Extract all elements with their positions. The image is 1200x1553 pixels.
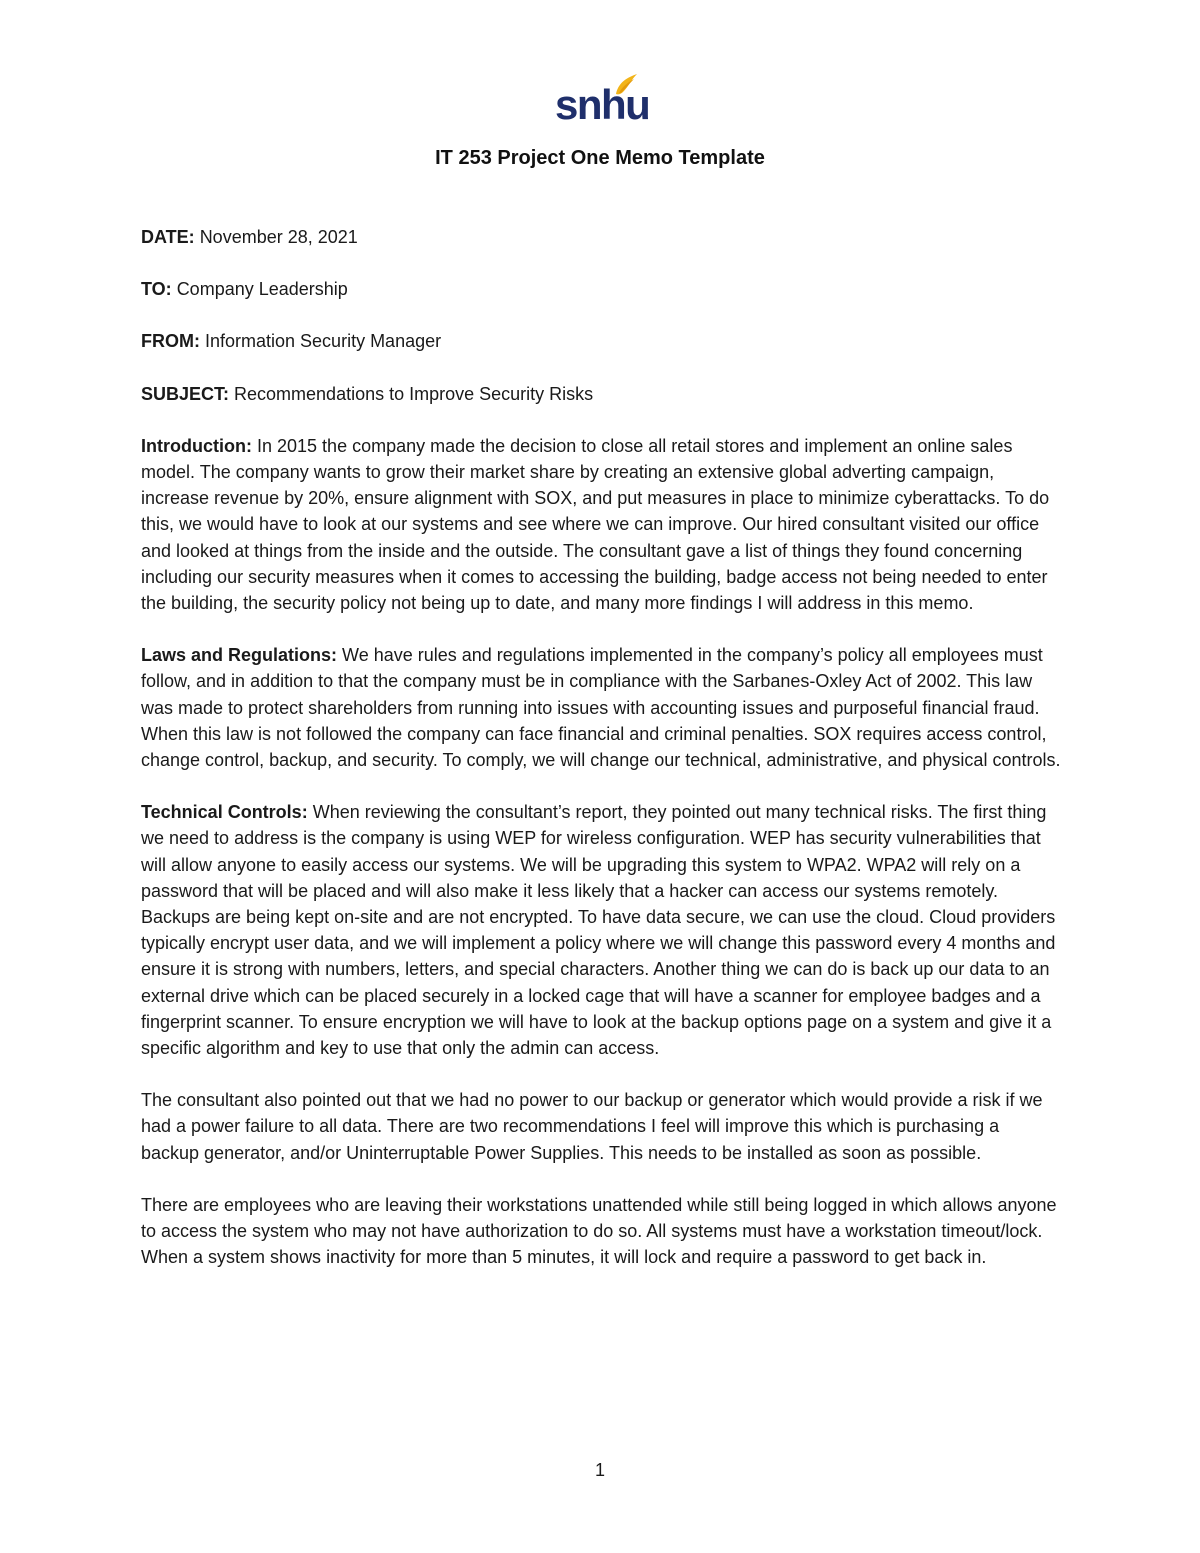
from-field [141,328,1061,354]
date-value: November 28, 2021 [199,227,358,247]
subject-label: SUBJECT: [141,383,230,404]
to-field [141,276,1061,302]
snhu-logo [555,72,650,132]
introduction-paragraph [141,433,1061,616]
technical-controls-text: When reviewing the consultant’s report, they pointed out many technical risks. The first thing we need to address is the company is using WEP for wireless configuration. WEP has security vulnerabilities that will allow anyone to easily access our systems. We will be upgrading this system to WPA2. WPA2 will rely on a password that will be placed and will also make it less likely that a hacker can access our systems remotely. Backups are being kept on-site and are not encrypted. To have data secure, we can use the cloud. Cloud providers typically encrypt user data, and we will implement a policy where we will change this password every 4 months and ensure it is strong with numbers, letters, and special characters. Another thing we can do is back up our data to an external drive which can be placed securely in a locked cage that will have a scanner for employee badges and a fingerprint scanner. To ensure encryption we will have to look at the backup options page on a system and give it a specific algorithm and key to use that only the admin can access. [141,802,1056,1059]
workstation-paragraph [141,1192,1061,1271]
date-field [141,224,1061,250]
subject-value: Recommendations to Improve Security Risks [234,383,594,404]
from-label: FROM: [141,331,200,352]
laws-paragraph [141,642,1061,773]
logo-text: snhu [555,81,650,128]
workstation-text: There are employees who are leaving their workstations unattended while still being logged in which allows anyone to access the system who may not have authorization to do so. All systems must have a workstation timeout/lock. When a system shows inactivity for more than 5 minutes, it will lock and require a password to get back in. [141,1194,1057,1268]
laws-label: Laws and Regulations: [141,645,338,666]
laws-text: We have rules and regulations implemented in the company’s policy all employees must follow, and in addition to that the company must be in compliance with the Sarbanes-Oxley Act of 2002. This law was made to protect shareholders from running into issues with accounting issues and purposeful financial fraud. When this law is not followed the company can face financial and criminal penalties. SOX requires access control, change control, backup, and security. To comply, we will change our technical, administrative, and physical controls. [141,645,1061,771]
to-label: TO: [141,279,172,300]
to-value: Company Leadership [176,279,348,300]
memo-body [141,224,1061,1297]
power-paragraph [141,1087,1061,1166]
technical-controls-label: Technical Controls: [141,802,308,823]
introduction-text: In 2015 the company made the decision to close all retail stores and implement an online sales model. The company wants to grow their market share by creating an extensive global adverting campaign, increase revenue by 20%, ensure alignment with SOX, and put measures in place to minimize cyberattacks. To do this, we would have to look at our systems and see where we can improve. Our hired consultant visited our office and looked at things from the inside and the outside. The consultant gave a list of things they found concerning including our security measures when it comes to accessing the building, badge access not being needed to enter the building, the security policy not being up to date, and many more findings I will address in this memo. [141,435,1050,614]
from-value: Information Security Manager [205,331,442,352]
introduction-label: Introduction: [141,435,252,456]
power-text: The consultant also pointed out that we had no power to our backup or generator which would provide a risk if we had a power failure to all data. There are two recommendations I feel will improve this which is purchasing a backup generator, and/or Uninterruptable Power Supplies. This needs to be installed as soon as possible. [141,1090,1043,1163]
subject-field [141,381,1061,407]
date-label: DATE: [141,227,195,247]
technical-controls-paragraph [141,799,1061,1061]
memo-title: IT 253 Project One Memo Template [435,147,765,169]
page-number: 1 [594,1460,605,1480]
